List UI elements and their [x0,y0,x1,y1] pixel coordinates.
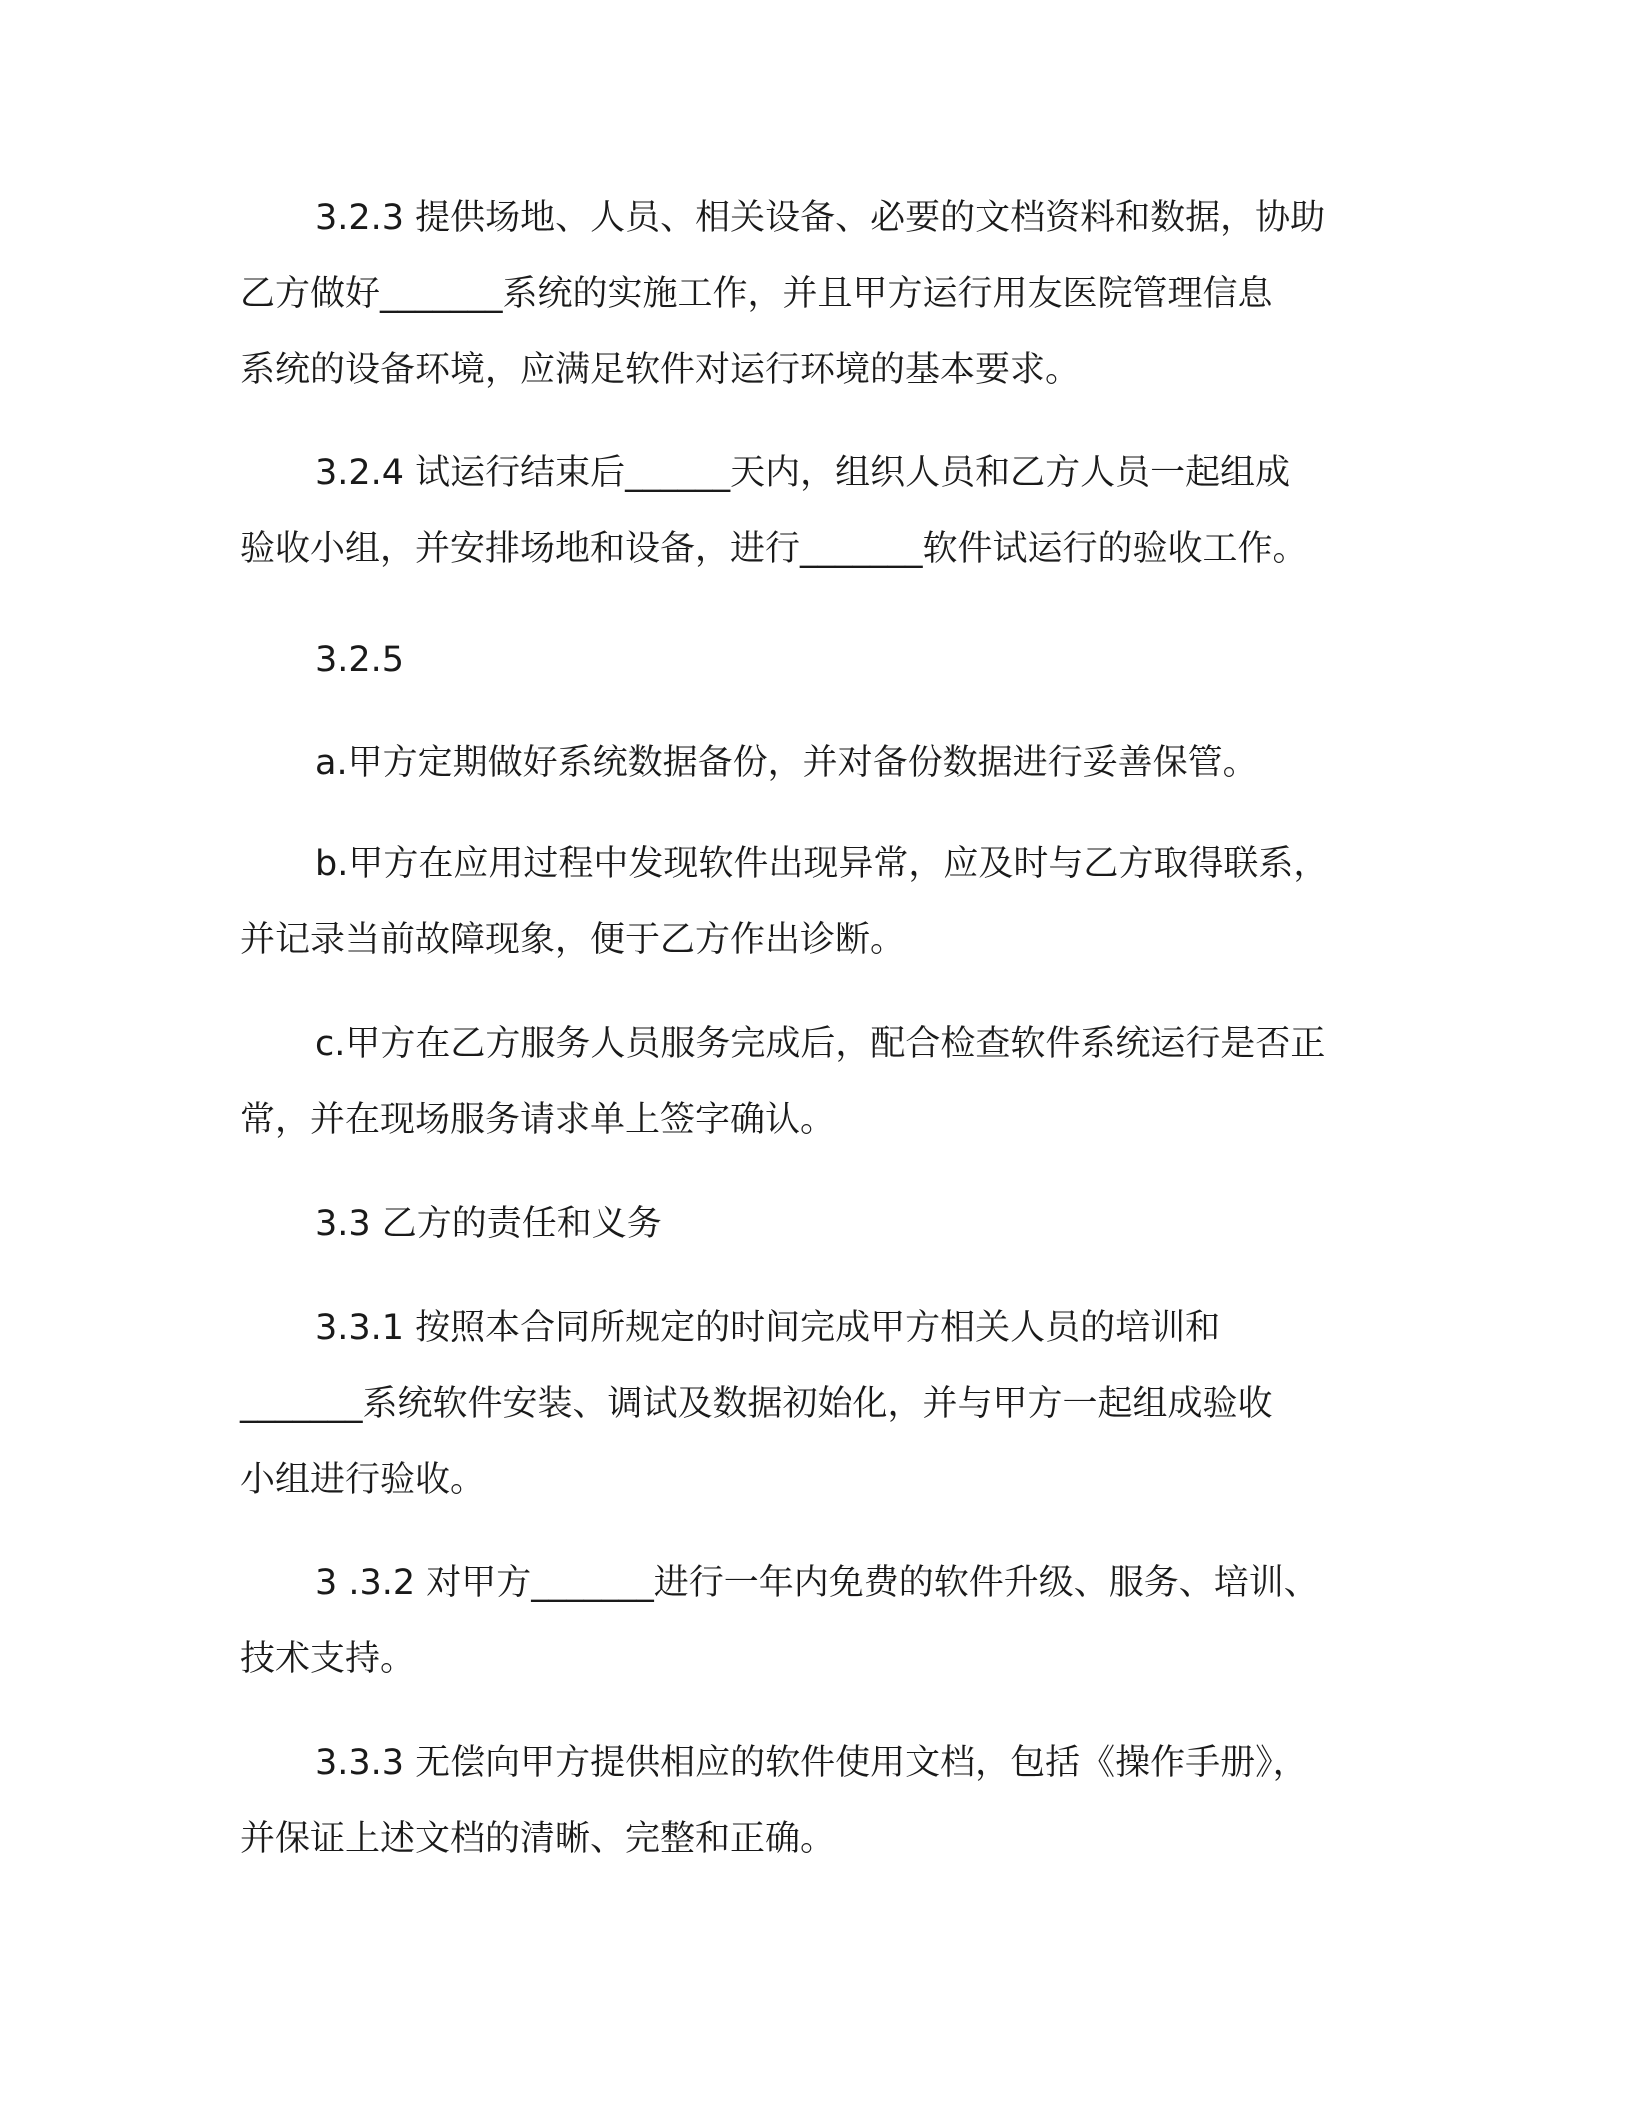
paragraph-line: 验收小组，并安排场地和设备，进行_______软件试运行的验收工作。 [240,529,1308,569]
paragraph-line: a.甲方定期做好系统数据备份，并对备份数据进行妥善保管。 [315,743,1258,783]
paragraph-line: 系统的设备环境，应满足软件对运行环境的基本要求。 [240,350,1081,390]
paragraph-line: 3.2.4 试运行结束后______天内，组织人员和乙方人员一起组成 [315,453,1291,493]
paragraph-3-2-5-a [240,725,1390,801]
paragraph-line: 乙方做好_______系统的实施工作，并且甲方运行用友医院管理信息 [240,274,1273,314]
paragraph-3-2-5-c [240,1006,1390,1158]
paragraph-3-2-3 [240,180,1390,408]
paragraph-line: b.甲方在应用过程中发现软件出现异常，应及时与乙方取得联系， [315,844,1329,884]
paragraph-line: c.甲方在乙方服务人员服务完成后，配合检查软件系统运行是否正 [315,1024,1326,1064]
paragraph-line: 3.3 乙方的责任和义务 [315,1204,662,1244]
paragraph-line: 3.3.1 按照本合同所规定的时间完成甲方相关人员的培训和 [315,1308,1221,1348]
paragraph-line: 常，并在现场服务请求单上签字确认。 [240,1100,836,1140]
paragraph-line: 3 .3.2 对甲方_______进行一年内免费的软件升级、服务、培训、 [315,1563,1319,1603]
paragraph-3-2-4 [240,435,1390,587]
paragraph-line: 小组进行验收。 [240,1460,486,1500]
paragraph-line: 并记录当前故障现象，便于乙方作出诊断。 [240,920,906,960]
paragraph-line: 3.2.5 [315,640,405,680]
section-heading-3-3 [240,1186,1390,1262]
paragraph-3-3-3 [240,1725,1390,1877]
paragraph-line: 技术支持。 [240,1639,416,1679]
paragraph-line: 3.2.3 提供场地、人员、相关设备、必要的文档资料和数据，协助 [315,198,1326,238]
paragraph-line: _______系统软件安装、调试及数据初始化，并与甲方一起组成验收 [240,1384,1273,1424]
paragraph-3-3-2 [240,1545,1390,1697]
paragraph-3-3-1 [240,1290,1390,1518]
paragraph-3-2-5-b [240,826,1390,978]
paragraph-line: 并保证上述文档的清晰、完整和正确。 [240,1819,836,1859]
paragraph-line: 3.3.3 无偿向甲方提供相应的软件使用文档，包括《操作手册》， [315,1743,1308,1783]
paragraph-3-2-5 [240,622,1390,698]
